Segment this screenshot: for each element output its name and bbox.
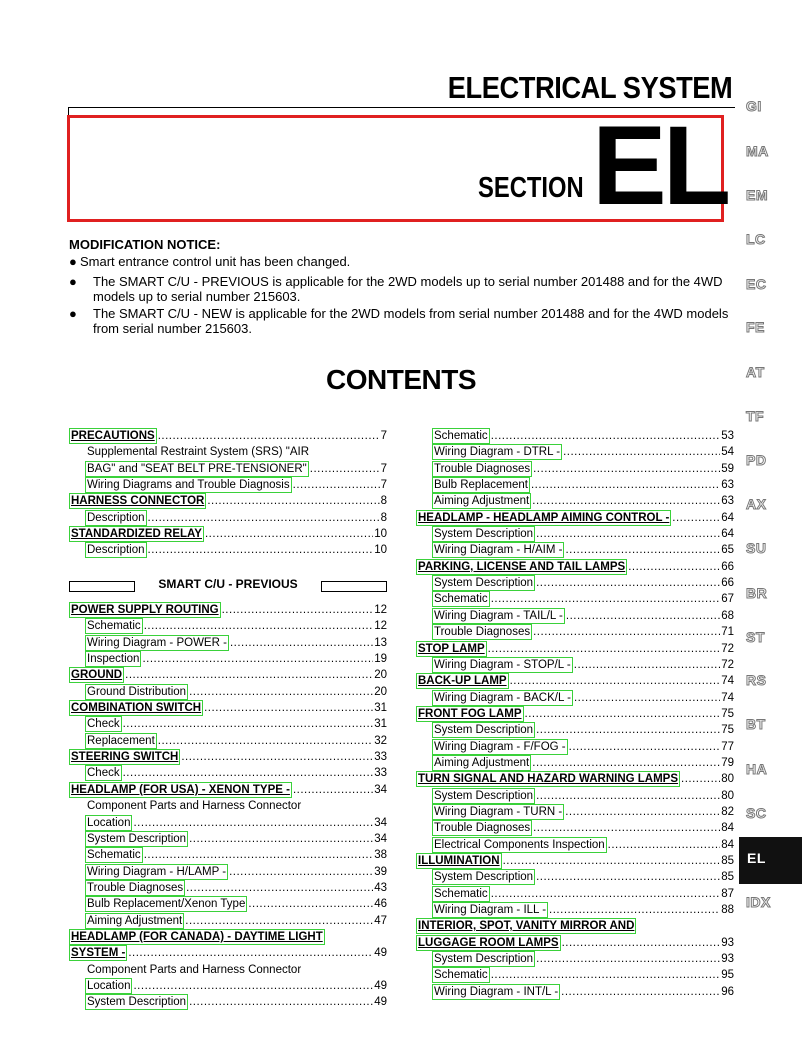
toc-entry[interactable]: [85, 510, 387, 526]
toc-entry-label[interactable]: Aiming Adjustment: [87, 915, 183, 927]
toc-entry-label[interactable]: System Description: [434, 577, 534, 589]
toc-entry-label[interactable]: Trouble Diagnoses: [434, 822, 531, 834]
toc-page-number: 59: [721, 463, 734, 475]
toc-entry[interactable]: [85, 444, 387, 460]
toc-entry[interactable]: [416, 510, 734, 526]
toc-page-number: 8: [380, 495, 387, 507]
toc-leader-dots: [574, 658, 720, 672]
toc-leader-dots: [531, 478, 720, 492]
toc-leader-dots: [536, 789, 720, 803]
toc-entry-label[interactable]: System Description: [434, 528, 534, 540]
toc-page-number: 72: [721, 643, 734, 655]
toc-page-number: 84: [721, 822, 734, 834]
toc-leader-dots: [569, 740, 721, 754]
toc-page-number: 77: [721, 741, 734, 753]
toc-leader-dots: [536, 723, 720, 737]
toc-leader-dots: [536, 952, 720, 966]
group-heading: SMART C/U - PREVIOUS: [69, 577, 387, 593]
toc-entry[interactable]: [432, 428, 734, 444]
toc-leader-dots: [207, 494, 379, 508]
toc-leader-dots: [563, 445, 720, 459]
toc-entry[interactable]: [69, 602, 387, 618]
toc-leader-dots: [536, 576, 720, 590]
toc-leader-dots: [123, 766, 374, 780]
toc-entry-label[interactable]: Wiring Diagram - INT/L -: [434, 986, 559, 998]
toc-entry-label[interactable]: Replacement: [87, 735, 155, 747]
toc-entry[interactable]: [85, 913, 387, 929]
section-tab-lc[interactable]: LC: [746, 231, 766, 247]
toc-leader-dots: [491, 887, 721, 901]
toc-entry-label[interactable]: Check: [87, 718, 120, 730]
toc-entry-label[interactable]: Wiring Diagram - H/AIM -: [434, 544, 563, 556]
toc-entry-label[interactable]: BAG" and "SEAT BELT PRE-TENSIONER": [87, 463, 307, 475]
toc-leader-dots: [185, 914, 373, 928]
toc-page-number: 10: [374, 528, 387, 540]
toc-leader-dots: [491, 592, 721, 606]
toc-entry[interactable]: [69, 700, 387, 716]
toc-leader-dots: [561, 985, 720, 999]
toc-page-number: 32: [374, 735, 387, 747]
toc-page-number: 63: [721, 479, 734, 491]
toc-entry[interactable]: [85, 978, 387, 994]
toc-page-number: 96: [721, 986, 734, 998]
toc-leader-dots: [628, 560, 720, 574]
toc-entry-label[interactable]: Wiring Diagram - TAIL/L -: [434, 610, 563, 622]
bullet-icon: ●: [69, 254, 77, 269]
toc-page-number: 71: [721, 626, 734, 638]
toc-leader-dots: [181, 750, 373, 764]
toc-entry-label[interactable]: Wiring Diagram - ILL -: [434, 904, 547, 916]
toc-entry-label[interactable]: Location: [87, 817, 131, 829]
toc-entry-label[interactable]: Check: [87, 767, 120, 779]
toc-leader-dots: [549, 903, 720, 917]
toc-entry-label[interactable]: FRONT FOG LAMP: [418, 708, 522, 720]
toc-entry[interactable]: [69, 667, 387, 683]
toc-entry[interactable]: [432, 722, 734, 738]
toc-page-number: 7: [380, 479, 387, 491]
toc-entry[interactable]: [432, 755, 734, 771]
toc-page-number: 84: [721, 839, 734, 851]
toc-entry[interactable]: [416, 935, 734, 951]
section-label: SECTION: [478, 172, 584, 204]
toc-page-number: 7: [380, 430, 387, 442]
toc-page-number: 46: [374, 898, 387, 910]
toc-page-number: 74: [721, 675, 734, 687]
toc-leader-dots: [565, 805, 720, 819]
toc-entry-label[interactable]: Aiming Adjustment: [434, 495, 530, 507]
toc-page-number: 38: [374, 849, 387, 861]
toc-leader-dots: [532, 756, 720, 770]
toc-entry-label[interactable]: STEERING SWITCH: [71, 751, 179, 763]
toc-leader-dots: [189, 685, 373, 699]
toc-leader-dots: [533, 625, 720, 639]
toc-page-number: 33: [374, 751, 387, 763]
toc-leader-dots: [123, 717, 374, 731]
toc-entry-label[interactable]: Trouble Diagnoses: [434, 463, 531, 475]
toc-entry[interactable]: [85, 618, 387, 634]
toc-page-number: 19: [374, 653, 387, 665]
toc-page-number: 67: [721, 593, 734, 605]
toc-entry[interactable]: [85, 847, 387, 863]
toc-page-number: 74: [721, 692, 734, 704]
section-tab-ma[interactable]: MA: [746, 143, 769, 159]
toc-entry[interactable]: [69, 526, 387, 542]
toc-leader-dots: [205, 527, 373, 541]
toc-entry[interactable]: [85, 635, 387, 651]
toc-leader-dots: [491, 429, 721, 443]
toc-entry-label[interactable]: Aiming Adjustment: [434, 757, 530, 769]
toc-entry[interactable]: [432, 804, 734, 820]
toc-entry-label[interactable]: INTERIOR, SPOT, VANITY MIRROR AND: [418, 920, 635, 932]
toc-entry[interactable]: [432, 951, 734, 967]
toc-leader-dots: [125, 668, 373, 682]
toc-entry-label[interactable]: HEADLAMP (FOR USA) - XENON TYPE -: [71, 784, 290, 796]
toc-leader-dots: [574, 691, 720, 705]
toc-entry-label[interactable]: Inspection: [87, 653, 140, 665]
toc-entry-label[interactable]: Wiring Diagram - H/LAMP -: [87, 866, 227, 878]
toc-entry[interactable]: [85, 684, 387, 700]
toc-leader-dots: [533, 821, 720, 835]
toc-page-number: 85: [721, 855, 734, 867]
toc-entry[interactable]: [85, 864, 387, 880]
toc-entry-label[interactable]: ILLUMINATION: [418, 855, 500, 867]
toc-leader-dots: [189, 995, 373, 1009]
toc-entry-label[interactable]: Wiring Diagrams and Trouble Diagnosis: [87, 479, 290, 491]
toc-leader-dots: [204, 701, 373, 715]
toc-entry[interactable]: [432, 869, 734, 885]
toc-page-number: 12: [374, 604, 387, 616]
toc-entry[interactable]: [85, 962, 387, 978]
toc-entry-label[interactable]: Schematic: [434, 593, 488, 605]
toc-entry[interactable]: [416, 673, 734, 689]
toc-page-number: 64: [721, 528, 734, 540]
toc-page-number: 49: [374, 980, 387, 992]
notice-item: ● The SMART C/U - PREVIOUS is applicable for the 2WD models up to serial number 201488 and for the 4WD models up to serial number 215603.: [69, 274, 723, 304]
toc-entry-label[interactable]: System Description: [434, 871, 534, 883]
toc-entry-label[interactable]: Bulb Replacement: [434, 479, 528, 491]
toc-entry-label[interactable]: POWER SUPPLY ROUTING: [71, 604, 219, 616]
toc-entry-label[interactable]: Description: [87, 544, 145, 556]
toc-page-number: 12: [374, 620, 387, 632]
toc-entry[interactable]: [85, 477, 387, 493]
toc-leader-dots: [158, 429, 380, 443]
toc-page-number: 31: [374, 702, 387, 714]
toc-entry[interactable]: [432, 902, 734, 918]
toc-entry-label[interactable]: Wiring Diagram - POWER -: [87, 637, 227, 649]
toc-entry[interactable]: [69, 929, 387, 945]
toc-entry-label[interactable]: Component Parts and Harness Connector: [87, 964, 302, 976]
toc-leader-dots: [510, 674, 721, 688]
section-code: EL: [592, 103, 728, 228]
toc-entry[interactable]: [416, 559, 734, 575]
toc-entry-label[interactable]: Ground Distribution: [87, 686, 187, 698]
toc-leader-dots: [293, 783, 373, 797]
toc-entry-label[interactable]: Trouble Diagnoses: [87, 882, 184, 894]
toc-entry-label[interactable]: TURN SIGNAL AND HAZARD WARNING LAMPS: [418, 773, 679, 785]
toc-entry-label[interactable]: Location: [87, 980, 131, 992]
toc-entry-label[interactable]: Wiring Diagram - STOP/L -: [434, 659, 571, 671]
toc-leader-dots: [533, 462, 720, 476]
toc-page-number: 72: [721, 659, 734, 671]
section-tab-fe[interactable]: FE: [746, 319, 765, 335]
section-tab-sc[interactable]: SC: [746, 805, 767, 821]
toc-entry-label[interactable]: BACK-UP LAMP: [418, 675, 507, 687]
toc-page-number: 34: [374, 817, 387, 829]
toc-entry[interactable]: [416, 706, 734, 722]
toc-entry-label[interactable]: PARKING, LICENSE AND TAIL LAMPS: [418, 561, 626, 573]
toc-page-number: 66: [721, 577, 734, 589]
toc-entry[interactable]: [69, 749, 387, 765]
toc-entry-label[interactable]: System Description: [87, 996, 187, 1008]
toc-page-number: 54: [721, 446, 734, 458]
toc-entry[interactable]: [432, 967, 734, 983]
toc-page-number: 49: [374, 947, 387, 959]
toc-entry[interactable]: [85, 651, 387, 667]
toc-leader-dots: [189, 832, 373, 846]
toc-leader-dots: [148, 511, 380, 525]
toc-entry[interactable]: [85, 716, 387, 732]
toc-entry-label[interactable]: Bulb Replacement/Xenon Type: [87, 898, 246, 910]
bullet-icon: ●: [69, 274, 77, 289]
section-tab-at[interactable]: AT: [746, 364, 765, 380]
toc-leader-dots: [229, 865, 373, 879]
toc-entry-label[interactable]: LUGGAGE ROOM LAMPS: [418, 937, 559, 949]
toc-leader-dots: [293, 478, 380, 492]
toc-leader-dots: [144, 848, 374, 862]
modification-notice-title: MODIFICATION NOTICE:: [69, 237, 221, 252]
toc-page-number: 13: [374, 637, 387, 649]
section-tab-bt[interactable]: BT: [746, 716, 766, 732]
toc-entry-label[interactable]: Electrical Components Inspection: [434, 839, 605, 851]
toc-leader-dots: [488, 642, 721, 656]
toc-page-number: 65: [721, 544, 734, 556]
toc-entry-label[interactable]: System Description: [434, 724, 534, 736]
toc-leader-dots: [681, 772, 720, 786]
toc-entry-label[interactable]: COMBINATION SWITCH: [71, 702, 202, 714]
toc-entry[interactable]: [416, 918, 734, 934]
toc-entry-label[interactable]: Description: [87, 512, 145, 524]
toc-page-number: 68: [721, 610, 734, 622]
toc-entry[interactable]: [416, 771, 734, 787]
toc-entry[interactable]: [432, 542, 734, 558]
toc-page-number: 43: [374, 882, 387, 894]
toc-entry[interactable]: [85, 798, 387, 814]
toc-entry[interactable]: [85, 542, 387, 558]
toc-page-number: 53: [721, 430, 734, 442]
toc-entry[interactable]: [432, 461, 734, 477]
toc-page-number: 64: [721, 512, 734, 524]
section-tab-ha[interactable]: HA: [746, 761, 768, 777]
toc-leader-dots: [491, 968, 721, 982]
notice-item: ● The SMART C/U - NEW is applicable for the 2WD models from serial number 201488 and for the 4WD models from serial number 215603.: [69, 306, 729, 336]
toc-entry[interactable]: [432, 608, 734, 624]
toc-entry-label[interactable]: HEADLAMP - HEADLAMP AIMING CONTROL -: [418, 512, 670, 524]
section-tab-em[interactable]: EM: [746, 187, 768, 203]
toc-leader-dots: [566, 609, 720, 623]
toc-leader-dots: [503, 854, 721, 868]
toc-leader-dots: [532, 494, 720, 508]
toc-entry[interactable]: [69, 945, 387, 961]
toc-leader-dots: [565, 543, 720, 557]
toc-entry[interactable]: [85, 461, 387, 477]
toc-page-number: 80: [721, 773, 734, 785]
toc-entry-label[interactable]: System Description: [87, 833, 187, 845]
toc-entry[interactable]: [432, 788, 734, 804]
toc-leader-dots: [133, 979, 373, 993]
toc-page-number: 8: [380, 512, 387, 524]
toc-entry[interactable]: [432, 837, 734, 853]
toc-leader-dots: [672, 511, 720, 525]
section-tab-ec[interactable]: EC: [746, 276, 767, 292]
toc-page-number: 82: [721, 806, 734, 818]
toc-entry-label[interactable]: System Description: [434, 790, 534, 802]
toc-entry-label[interactable]: Wiring Diagram - DTRL -: [434, 446, 561, 458]
section-tab-pd[interactable]: PD: [746, 452, 767, 468]
toc-entry[interactable]: [432, 690, 734, 706]
toc-entry-label[interactable]: Wiring Diagram - F/FOG -: [434, 741, 566, 753]
document-title: ELECTRICAL SYSTEM: [447, 70, 732, 105]
heading-box-right: [321, 581, 387, 592]
toc-leader-dots: [186, 881, 373, 895]
toc-entry[interactable]: [69, 428, 387, 444]
toc-entry-label[interactable]: Schematic: [434, 969, 488, 981]
toc-page-number: 93: [721, 937, 734, 949]
section-tab-el[interactable]: EL: [739, 837, 802, 884]
toc-page-number: 7: [380, 463, 387, 475]
toc-leader-dots: [525, 707, 721, 721]
toc-entry[interactable]: [432, 886, 734, 902]
section-tab-tf[interactable]: TF: [746, 408, 765, 424]
section-tab-idx[interactable]: IDX: [746, 894, 771, 910]
toc-entry-label[interactable]: System Description: [434, 953, 534, 965]
toc-page-number: 49: [374, 996, 387, 1008]
toc-page-number: 79: [721, 757, 734, 769]
section-tab-br[interactable]: BR: [746, 585, 768, 601]
toc-entry[interactable]: [432, 820, 734, 836]
toc-page-number: 93: [721, 953, 734, 965]
toc-page-number: 47: [374, 915, 387, 927]
toc-entry[interactable]: [432, 591, 734, 607]
toc-entry[interactable]: [85, 994, 387, 1010]
toc-leader-dots: [310, 462, 380, 476]
toc-entry-label[interactable]: Wiring Diagram - BACK/L -: [434, 692, 571, 704]
section-tab-rs[interactable]: RS: [746, 672, 767, 688]
toc-leader-dots: [148, 543, 374, 557]
toc-entry[interactable]: [85, 831, 387, 847]
toc-entry-label[interactable]: GROUND: [71, 669, 123, 681]
toc-page-number: 66: [721, 561, 734, 573]
toc-leader-dots: [562, 936, 721, 950]
toc-leader-dots: [230, 636, 373, 650]
toc-entry-label[interactable]: Wiring Diagram - TURN -: [434, 806, 563, 818]
toc-entry-label[interactable]: Trouble Diagnoses: [434, 626, 531, 638]
toc-leader-dots: [142, 652, 373, 666]
toc-leader-dots: [536, 527, 720, 541]
toc-entry-label[interactable]: HARNESS CONNECTOR: [71, 495, 205, 507]
toc-page-number: 31: [374, 718, 387, 730]
toc-entry[interactable]: [85, 765, 387, 781]
toc-entry[interactable]: [85, 896, 387, 912]
toc-entry-label[interactable]: Schematic: [87, 620, 141, 632]
toc-page-number: 80: [721, 790, 734, 802]
toc-entry[interactable]: [69, 782, 387, 798]
toc-leader-dots: [608, 838, 721, 852]
toc-entry[interactable]: [432, 493, 734, 509]
toc-entry-label[interactable]: Schematic: [87, 849, 141, 861]
toc-page-number: 10: [374, 544, 387, 556]
toc-entry[interactable]: [85, 815, 387, 831]
toc-page-number: 63: [721, 495, 734, 507]
toc-leader-dots: [144, 619, 374, 633]
toc-entry[interactable]: [416, 641, 734, 657]
toc-entry[interactable]: [432, 739, 734, 755]
toc-entry-label[interactable]: PRECAUTIONS: [71, 430, 155, 442]
toc-page-number: 34: [374, 833, 387, 845]
toc-entry[interactable]: [432, 624, 734, 640]
notice-item: ● Smart entrance control unit has been changed.: [69, 254, 351, 269]
toc-entry-label[interactable]: Schematic: [434, 430, 488, 442]
toc-entry-label[interactable]: Supplemental Restraint System (SRS) "AIR: [87, 446, 310, 458]
toc-entry[interactable]: [69, 493, 387, 509]
toc-entry-label[interactable]: HEADLAMP (FOR CANADA) - DAYTIME LIGHT: [71, 931, 323, 943]
toc-page-number: 75: [721, 724, 734, 736]
toc-page-number: 20: [374, 686, 387, 698]
toc-leader-dots: [158, 734, 373, 748]
section-tab-su[interactable]: SU: [746, 540, 767, 556]
toc-page-number: 87: [721, 888, 734, 900]
toc-leader-dots: [536, 870, 720, 884]
toc-entry-label[interactable]: STANDARDIZED RELAY: [71, 528, 202, 540]
toc-page-number: 20: [374, 669, 387, 681]
toc-entry[interactable]: [432, 444, 734, 460]
toc-leader-dots: [128, 946, 373, 960]
section-tab-ax[interactable]: AX: [746, 496, 767, 512]
toc-entry-label[interactable]: STOP LAMP: [418, 643, 485, 655]
toc-entry[interactable]: [85, 880, 387, 896]
toc-leader-dots: [133, 816, 373, 830]
toc-entry[interactable]: [432, 575, 734, 591]
toc-entry-label[interactable]: Schematic: [434, 888, 488, 900]
toc-entry[interactable]: [432, 526, 734, 542]
bullet-icon: ●: [69, 306, 77, 321]
toc-page-number: 33: [374, 767, 387, 779]
toc-entry[interactable]: [432, 984, 734, 1000]
toc-entry-label[interactable]: SYSTEM -: [71, 947, 126, 959]
toc-entry[interactable]: [85, 733, 387, 749]
section-tab-st[interactable]: ST: [746, 629, 765, 645]
toc-leader-dots: [248, 897, 373, 911]
toc-page-number: 95: [721, 969, 734, 981]
toc-entry-label[interactable]: Component Parts and Harness Connector: [87, 800, 302, 812]
toc-page-number: 34: [374, 784, 387, 796]
toc-leader-dots: [222, 603, 374, 617]
toc-page-number: 39: [374, 866, 387, 878]
toc-page-number: 75: [721, 708, 734, 720]
toc-entry[interactable]: [416, 853, 734, 869]
toc-page-number: 88: [721, 904, 734, 916]
toc-entry[interactable]: [432, 477, 734, 493]
toc-entry[interactable]: [432, 657, 734, 673]
contents-heading: CONTENTS: [326, 364, 476, 395]
section-tab-gi[interactable]: GI: [746, 98, 762, 114]
toc-page-number: 85: [721, 871, 734, 883]
